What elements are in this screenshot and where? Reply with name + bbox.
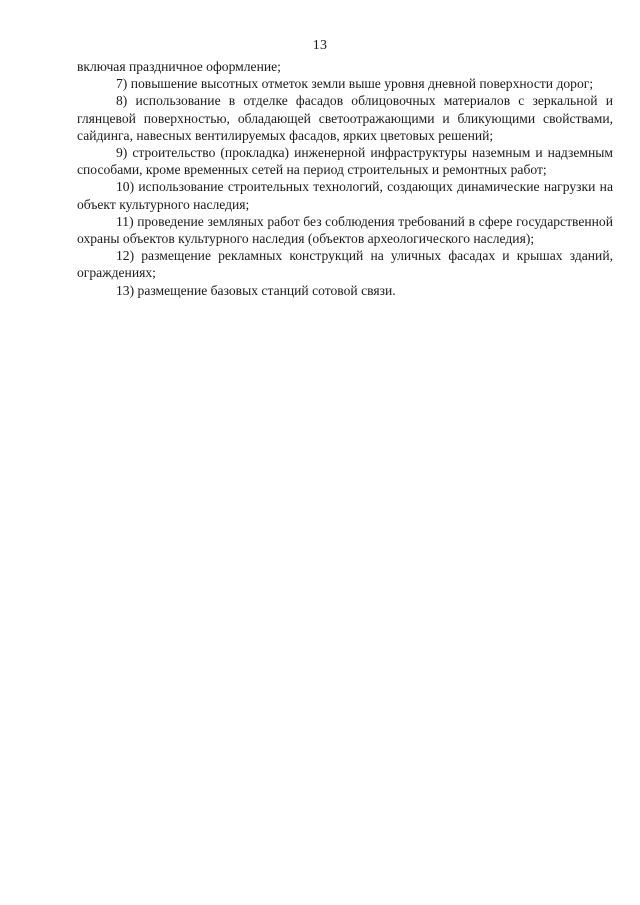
paragraph-continuation: включая праздничное оформление; — [77, 59, 281, 74]
list-item-8: 8) использование в отделке фасадов облицовочных материалов с зеркальной и глянцевой поверхностью, обладающей светоотражающими и бликующими свойствами, сайдинга, навесных вентилируемых фасадов, ярких цветовых решений; — [77, 93, 613, 143]
list-item-9: 9) строительство (прокладка) инженерной инфраструктуры наземным и надземным способами, кроме временных сетей на период строительных и ремонтных работ; — [77, 145, 613, 178]
list-item-13: 13) размещение базовых станций сотовой связи. — [116, 282, 396, 298]
list-item-12: 12) размещение рекламных конструкций на уличных фасадах и крышах зданий, ограждениях; — [77, 248, 613, 281]
page-number: 13 — [312, 38, 328, 53]
list-item-7: 7) повышение высотных отметок земли выше уровня дневной поверхности дорог; — [116, 76, 594, 92]
list-item-10: 10) использование строительных технологий, создающих динамические нагрузки на объект культурного наследия; — [77, 179, 613, 212]
document-body — [77, 58, 613, 299]
list-item-11: 11) проведение земляных работ без соблюдения требований в сфере государственной охраны объектов культурного наследия (объектов археологического наследия); — [77, 213, 613, 247]
